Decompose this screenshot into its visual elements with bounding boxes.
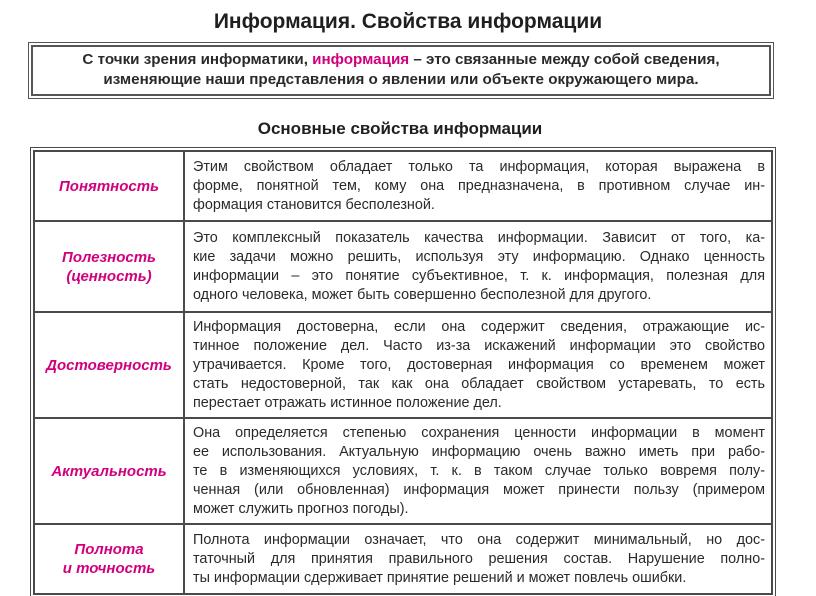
property-term-line: Понятность [59,177,159,195]
definition-text-after: – это связанные между собой сведения, [409,51,720,68]
description-line: перестает отражать истинное положение дел. [193,394,502,411]
table-row [34,312,772,418]
description-line: кие задачи можно решить, используя эту информацию. Однако ценность [193,248,765,265]
property-term [34,312,184,418]
definition-line-2: изменяющие наши представления о явлении или объекте окружающего мира. [103,71,699,88]
description-line: ты информации сдерживает принятие решений и может повлечь ошибки. [193,569,687,586]
property-description [184,418,772,524]
description-line: одного человека, может быть совершенно бесполезной для другого. [193,286,652,303]
property-description [184,151,772,221]
description-line: стать недостоверной, так как она обладает свойством устаревать, то есть [193,375,765,392]
table-row [34,221,772,312]
description-line: таточный для принятия правильного решения состав. Нарушение полно- [193,550,765,567]
properties-table [33,150,773,595]
property-term-line: Полнота [74,541,144,558]
property-term-line: и точность [62,560,156,577]
description-line: может служить прогноз погоды). [193,500,409,517]
property-description [184,221,772,312]
definition-text-before: С точки зрения информатики, [82,51,313,68]
description-line: Это комплексный показатель качества информации. Зависит от того, ка- [193,229,765,246]
table-row [34,418,772,524]
description-line: Она определяется степенью сохранения ценности информации в момент [193,424,765,441]
description-line: ее использования. Актуальную информацию очень важно иметь при рабо- [193,443,765,460]
definition-highlight: информация [312,51,410,68]
definition-box [31,45,771,96]
property-term-line: Достоверность [46,356,172,374]
description-line: ченная (или обновленная) информация может принести пользу (примером [193,481,765,498]
table-row [34,524,772,594]
description-line: Этим свойством обладает только та информация, которая выражена в [193,158,765,175]
description-line: формация становится бесполезной. [193,196,435,213]
description-line: информации – это понятие субъективное, т. к. информация, полезная для [193,267,765,284]
definition-line-1 [33,50,769,70]
section-title: Основные свойства информации [257,119,543,138]
property-term [34,418,184,524]
description-line: тинное положение дел. Часто из-за искажений информации это свойство [193,337,765,354]
property-term [34,221,184,312]
description-line: Полнота информации означает, что она содержит минимальный, но дос- [193,531,765,548]
description-line: Информация достоверна, если она содержит сведения, отражающие ис- [193,318,765,335]
page-title: Информация. Свойства информации [213,10,603,33]
property-term-line: Актуальность [51,462,167,480]
property-term-line: (ценность) [66,267,152,285]
description-line: те в изменяющихся условиях, т. к. в таком случае только вовремя полу- [193,462,765,479]
property-term [34,524,184,594]
table-row [34,151,772,221]
property-term-line: Полезность [62,248,156,266]
description-line: форме, понятной тем, кому она предназначена, в противном случае ин- [193,177,765,194]
property-description [184,312,772,418]
property-term [34,151,184,221]
description-line: утрачивается. Кроме того, достоверная информация со временем может [193,356,765,373]
property-description [184,524,772,594]
